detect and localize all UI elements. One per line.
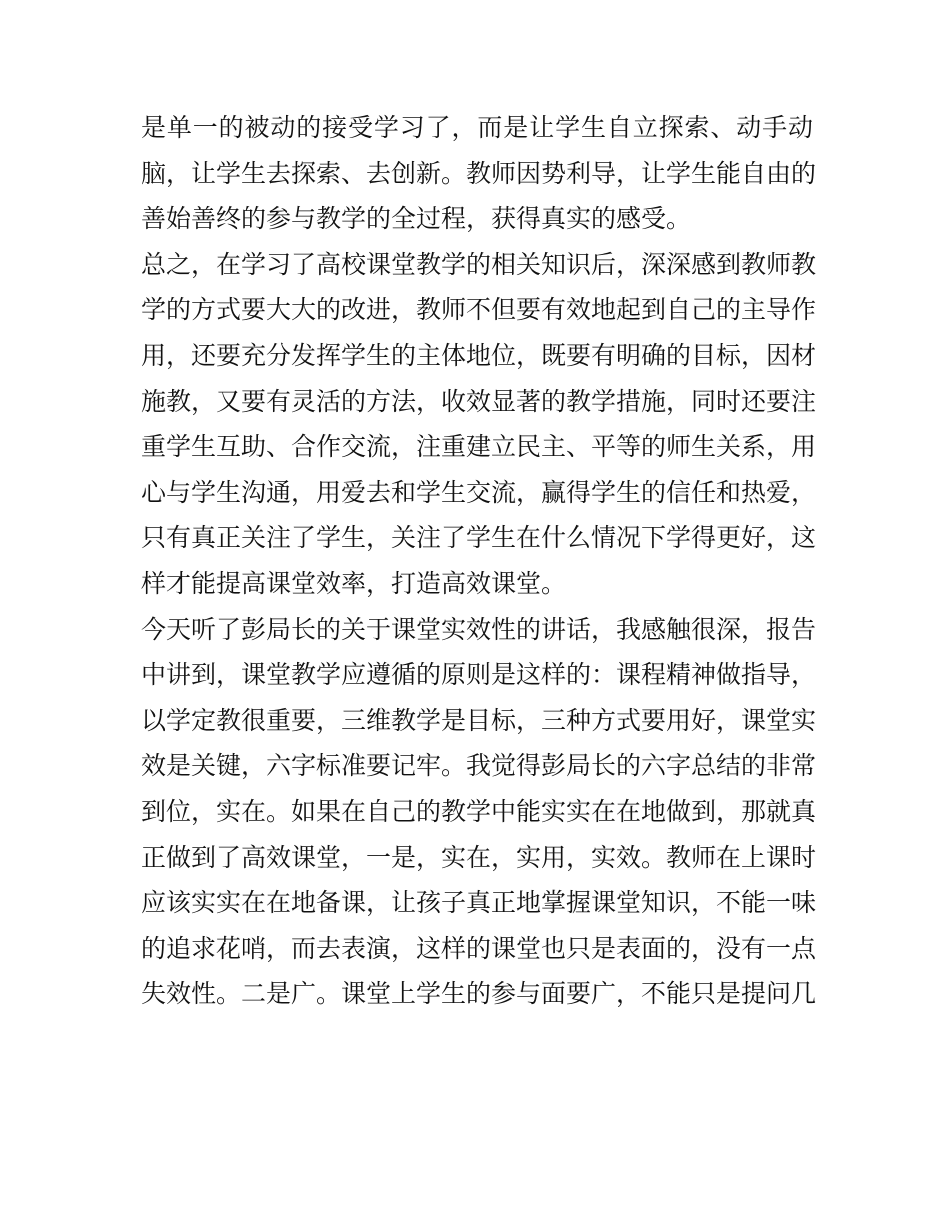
text-line: 学的方式要大大的改进，教师不但要有效地起到自己的主导作 (141, 295, 817, 325)
paragraph-3 (141, 607, 817, 1017)
text-line: 到位，实在。如果在自己的教学中能实实在在地做到，那就真 (141, 796, 817, 826)
text-line: 中讲到，课堂教学应遵循的原则是这样的：课程精神做指导， (141, 660, 817, 690)
text-line: 失效性。二是广。课堂上学生的参与面要广，不能只是提问几 (141, 979, 817, 1009)
text-line: 心与学生沟通，用爱去和学生交流，赢得学生的信任和热爱， (141, 477, 817, 507)
text-line: 应该实实在在地备课，让孩子真正地掌握课堂知识，不能一味 (141, 888, 817, 918)
text-line: 是单一的被动的接受学习了，而是让学生自立探索、动手动 (141, 113, 813, 142)
text-line: 只有真正关注了学生，关注了学生在什么情况下学得更好，这 (141, 523, 817, 553)
text-line: 样才能提高课堂效率，打造高效课堂。 (141, 568, 567, 598)
document-body (141, 105, 817, 1017)
text-line: 正做到了高效课堂，一是，实在，实用，实效。教师在上课时 (141, 842, 817, 872)
text-line: 施教，又要有灵活的方法，收效显著的教学措施，同时还要注 (141, 386, 817, 416)
text-line: 总之，在学习了高校课堂教学的相关知识后，深深感到教师教 (141, 249, 817, 279)
text-line: 脑，让学生去探索、去创新。教师因势利导，让学生能自由的 (141, 158, 817, 188)
text-line: 以学定教很重要，三维教学是目标，三种方式要用好，课堂实 (141, 705, 817, 735)
text-line: 的追求花哨，而去表演，这样的课堂也只是表面的，没有一点 (141, 933, 817, 963)
paragraph-2 (141, 242, 817, 607)
text-line: 用，还要充分发挥学生的主体地位，既要有明确的目标，因材 (141, 340, 817, 370)
text-line: 效是关键，六字标准要记牢。我觉得彭局长的六字总结的非常 (141, 751, 817, 781)
paragraph-1 (141, 105, 817, 242)
text-line: 重学生互助、合作交流，注重建立民主、平等的师生关系，用 (141, 432, 817, 462)
text-line: 善始善终的参与教学的全过程，获得真实的感受。 (141, 204, 692, 234)
text-line: 今天听了彭局长的关于课堂实效性的讲话，我感触很深，报告 (141, 614, 817, 644)
